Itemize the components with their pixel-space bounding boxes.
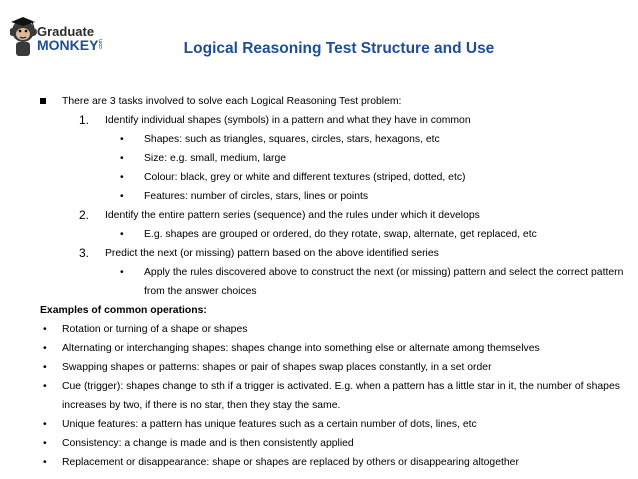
- bullet-icon: •: [120, 191, 124, 202]
- example-text: Cue (trigger): shapes change to sth if a trigger is activated. E.g. when a pattern has a little star in it, the number of shapes increases by two, if there is no star, then they stay the same.: [62, 381, 620, 411]
- example-item: [40, 453, 625, 472]
- sub-item: [40, 263, 625, 301]
- example-text: Consistency: a change is made and is then consistently applied: [62, 438, 354, 449]
- sub-text: Apply the rules discovered above to construct the next (or missing) pattern and select the correct pattern from the answer choices: [144, 267, 624, 297]
- logo-line2: MONKEY: [37, 37, 99, 53]
- sub-item: [40, 187, 625, 206]
- example-item: [40, 434, 625, 453]
- sub-item: [40, 149, 625, 168]
- bullet-icon: •: [43, 343, 47, 354]
- task-number: 3.: [79, 246, 90, 260]
- task-item: [40, 244, 625, 263]
- task-text: Identify individual shapes (symbols) in a pattern and what they have in common: [105, 115, 471, 126]
- bullet-icon: •: [120, 134, 124, 145]
- sub-text: Size: e.g. small, medium, large: [144, 153, 287, 164]
- sub-text: Features: number of circles, stars, lines or points: [144, 191, 369, 202]
- bullet-icon: •: [120, 172, 124, 183]
- example-item: [40, 415, 625, 434]
- bullet-icon: •: [43, 438, 47, 449]
- task-number: 2.: [79, 208, 90, 222]
- body-content: [40, 92, 625, 472]
- bullet-icon: •: [43, 457, 47, 468]
- example-text: Replacement or disappearance: shape or shapes are replaced by others or disappearing altogether: [62, 457, 519, 468]
- sub-text: Shapes: such as triangles, squares, circles, stars, hexagons, etc: [144, 134, 440, 145]
- logo-line1: Graduate: [37, 24, 95, 39]
- example-item: [40, 339, 625, 358]
- bullet-icon: •: [120, 153, 124, 164]
- task-text: Predict the next (or missing) pattern based on the above identified series: [105, 248, 439, 259]
- intro-item: [40, 92, 625, 111]
- example-item: [40, 320, 625, 339]
- sub-item: [40, 225, 625, 244]
- task-text: Identify the entire pattern series (sequence) and the rules under which it develops: [105, 210, 480, 221]
- examples-heading: Examples of common operations:: [40, 305, 207, 316]
- logo-suffix: .com: [98, 39, 104, 50]
- examples-heading-row: [40, 301, 625, 320]
- bullet-icon: •: [43, 324, 47, 335]
- sub-item: [40, 168, 625, 187]
- example-text: Swapping shapes or patterns: shapes or pair of shapes swap places constantly, in a set order: [62, 362, 492, 373]
- square-bullet-icon: [40, 92, 46, 111]
- example-item: [40, 358, 625, 377]
- bullet-icon: •: [120, 267, 124, 278]
- bullet-icon: •: [43, 419, 47, 430]
- bullet-icon: •: [120, 229, 124, 240]
- intro-text: There are 3 tasks involved to solve each Logical Reasoning Test problem:: [62, 96, 402, 107]
- task-item: [40, 111, 625, 130]
- example-item: [40, 377, 625, 415]
- bullet-icon: •: [43, 362, 47, 373]
- example-text: Rotation or turning of a shape or shapes: [62, 324, 248, 335]
- page-title: Logical Reasoning Test Structure and Use: [183, 40, 495, 57]
- task-number: 1.: [79, 113, 90, 127]
- example-text: Unique features: a pattern has unique features such as a certain number of dots, lines, etc: [62, 419, 477, 430]
- sub-text: E.g. shapes are grouped or ordered, do they rotate, swap, alternate, get replaced, etc: [144, 229, 537, 240]
- example-text: Alternating or interchanging shapes: shapes change into something else or alternate among themselves: [62, 343, 540, 354]
- bullet-icon: •: [43, 381, 47, 392]
- sub-text: Colour: black, grey or white and different textures (striped, dotted, etc): [144, 172, 466, 183]
- sub-item: [40, 130, 625, 149]
- task-item: [40, 206, 625, 225]
